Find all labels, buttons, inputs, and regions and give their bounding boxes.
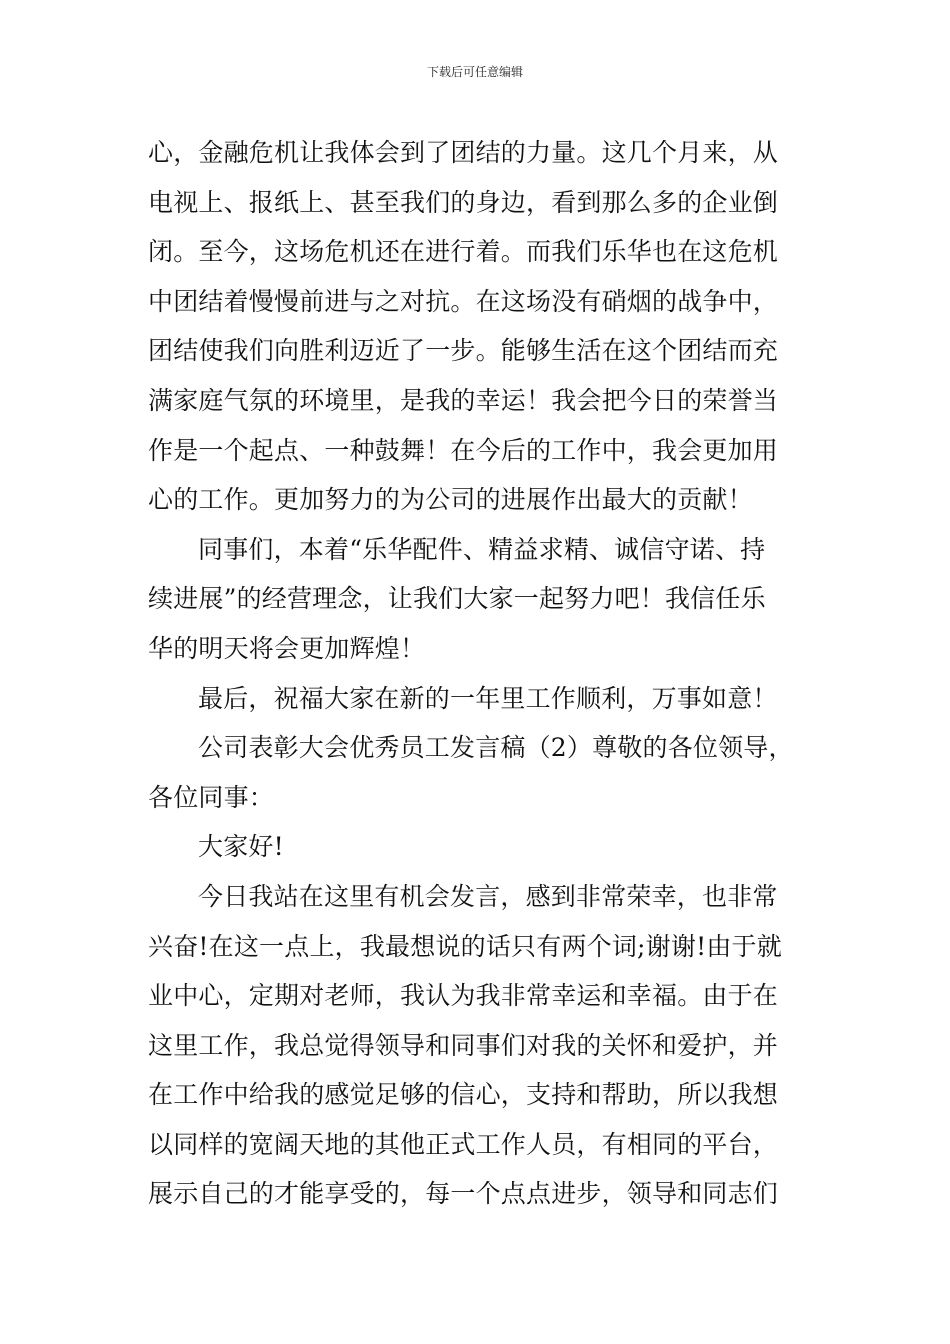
text-line: 续进展”的经营理念，让我们大家一起努力吧！我信任乐 xyxy=(148,584,766,614)
text-line: 华的明天将会更加辉煌！ xyxy=(148,633,426,663)
text-line: 业中心，定期对老师，我认为我非常幸运和幸福。由于在 xyxy=(148,981,779,1011)
text-line: 团结使我们向胜利迈近了一步。能够生活在这个团结而充 xyxy=(148,336,779,366)
text-line: 今日我站在这里有机会发言，感到非常荣幸，也非常 xyxy=(198,881,778,911)
text-line: 心的工作。更加努力的为公司的进展作出最大的贡献！ xyxy=(148,485,753,515)
text-line: 大家好! xyxy=(198,832,284,862)
text-line: 以同样的宽阔天地的其他正式工作人员，有相同的平台， xyxy=(148,1129,779,1159)
text-line: 最后，祝福大家在新的一年里工作顺利，万事如意！ xyxy=(198,683,778,713)
text-line: 各位同事： xyxy=(148,782,275,812)
page-header: 下载后可任意编辑 xyxy=(426,65,523,79)
text-line: 中团结着慢慢前进与之对抗。在这场没有硝烟的战争中， xyxy=(148,286,779,316)
text-line: 闭。至今，这场危机还在进行着。而我们乐华也在这危机 xyxy=(148,237,779,267)
text-line: 这里工作，我总觉得领导和同事们对我的关怀和爱护，并 xyxy=(148,1030,779,1060)
text-line: 心，金融危机让我体会到了团结的力量。这几个月来，从 xyxy=(148,138,779,167)
text-line: 展示自己的才能享受的，每一个点点进步，领导和同志们 xyxy=(148,1179,779,1209)
text-line: 公司表彰大会优秀员工发言稿（2）尊敬的各位领导， xyxy=(198,733,794,763)
text-line: 同事们，本着“乐华配件、精益求精、诚信守诺、持 xyxy=(198,534,766,564)
text-line: 在工作中给我的感觉足够的信心，支持和帮助，所以我想 xyxy=(148,1080,779,1110)
text-line: 满家庭气氛的环境里，是我的幸运！我会把今日的荣誉当 xyxy=(148,385,779,415)
text-line: 作是一个起点、一种鼓舞！在今后的工作中，我会更加用 xyxy=(148,435,779,465)
document-body xyxy=(148,128,808,1219)
text-line: 兴奋!在这一点上，我最想说的话只有两个词;谢谢!由于就 xyxy=(148,931,782,961)
text-line: 电视上、报纸上、甚至我们的身边，看到那么多的企业倒 xyxy=(148,187,779,217)
